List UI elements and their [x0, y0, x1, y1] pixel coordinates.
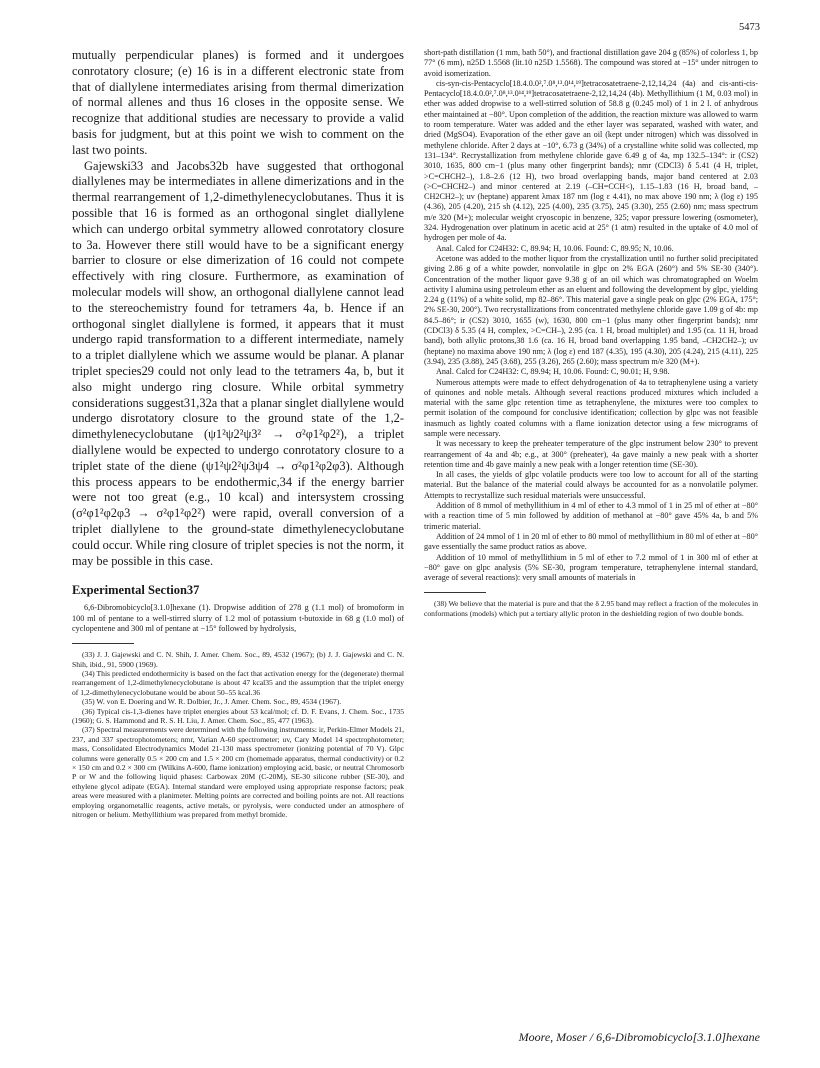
experimental-paragraph: 6,6-Dibromobicyclo[3.1.0]hexane (1). Dropwise addition of 278 g (1.1 mol) of bromoform in 100 ml of pentane to a well-stirred slurry of 1.2 mol of potassium t-butoxide in 68 g (1.0 mol) of cyclopentene and 300 ml of pentane at −15° followed by hydrolysis, — [72, 603, 404, 633]
experimental-paragraph: In all cases, the yields of glpc volatile products were too low to account for all of the starting material. But the balance of the material could always be accounted for as a nonvolatile polymer. Attempts to recrystallize such residual materials were unsuccessful. — [424, 470, 758, 500]
right-column — [424, 48, 758, 618]
footnote: (34) This predicted endothermicity is based on the fact that activation energy for the (degenerate) thermal rearrangement of 1,2-dimethylenecyclobutane is about 47 kcal35 and the assumption that the triplet energy of 1,2-dimethylenecyclobutane would be about 50–55 kcal.36 — [72, 669, 404, 697]
experimental-paragraph: Addition of 10 mmol of methyllithium in 5 ml of ether to 7.2 mmol of 1 in 300 ml of ether at −80° gave on glpc analysis (5% SE-30, program temperature, tetraphenylene internal standard, average of several reactions): very small amounts of materials in — [424, 552, 758, 583]
experimental-paragraph: Addition of 8 mmol of methyllithium in 4 ml of ether to 4.3 mmol of 1 in 25 ml of ether at −80° with a reaction time of 5 min followed by addition of methanol at −80° gave 45% 4a, b and 5% trimeric material. — [424, 501, 758, 531]
analysis-line: Anal. Calcd for C24H32: C, 89.94; H, 10.06. Found: C, 89.95; N, 10.06. — [436, 243, 674, 253]
footnote: (35) W. von E. Doering and W. R. Dolbier, Jr., J. Amer. Chem. Soc., 89, 4534 (1967). — [82, 697, 342, 707]
section-title: Experimental Section37 — [72, 583, 200, 598]
footnote: (36) Typical cis-1,3-dienes have triplet energies about 53 kcal/mol; cf. D. F. Evans, J. Chem. Soc., 1735 (1960); G. S. Hammond and R. S. H. Liu, J. Amer. Chem. Soc., 85, 477 (1963). — [72, 706, 404, 726]
experimental-paragraph: Addition of 24 mmol of 1 in 20 ml of ether to 80 mmol of methyllithium in 80 ml of ether at −80° gave essentially the same product ratios as above. — [424, 531, 758, 552]
analysis-line: Anal. Calcd for C24H32: C, 89.94; H, 10.06. Found: C, 90.01; H, 9.98. — [436, 367, 670, 377]
experimental-paragraph: short-path distillation (1 mm, bath 50°), and fractional distillation gave 204 g (85%) of colorless 1, bp 77° (6 mm), n25D 1.5568 (lit.10 n25D 1.5568). The compound was stored at −15° under nitrogen to avoid isomerization. — [424, 48, 758, 78]
experimental-paragraph: cis-syn-cis-Pentacyclo[18.4.0.0²,⁷.0⁸,¹³.0¹⁴,¹⁹]tetracosatetraene-2,12,14,24 (4a) and cis-anti-cis-Pentacyclo[18.4.0.0²,⁷.0⁸,¹³.0¹⁴,¹⁹]tetracosatetraene-2,12,14,24 (4b). Methyllithium (1 M, 0.03 mol) in ether was added dropwise to a well-stirred solution of 58.8 g (0.245 mol) of 1 in 2 l. of anhydrous ether maintained at −80°. Upon completion of the addition, the reaction mixture was allowed to warm to room temperature. Water was added and the ether layer was separated, washed with water, and dried (MgSO4). Evaporation of the ether gave an oil (kept under nitrogen) which was dissolved in methylene chloride. After 2 days at −10°, 6.73 g (34%) of a crystalline white solid was collected, mp 131–134°. Recrystallization from methylene chloride gave 6.49 g of 4a, mp 132.5–134°: ir (CS2) 3010, 1635, 800 cm−1 (plus many other fingerprint bands); nmr (CDCl3) δ 5.41 (4 H, triplet, >C=CHCH2–), 1.8–2.6 (12 H), two broad overlapping bands, major band centered at 2.03 (>C=CHCH2–) and minor centered at 2.19 (–CH=CCH<), 1.15–1.83 (16 H, broad band, –CH2CH2–); uv (heptane) apparent λmax 187 nm (log ε 4.41), no max above 190 nm; λ (log ε) 195 (4.36), 205 (4.20), 215 sh (4.12), 225 (4.00), 235 (3.75), 245 (3.30), 255 (2.60) nm; mass spectrum m/e 320 (M+); molecular weight cryoscopic in benzene, 325; vapor pressure lowering (osmometer), 324. Hydrogenation over platinum in acetic acid at 25° (1 atm) resulted in the uptake of 4.0 mol of hydrogen per mole of 4a. — [424, 78, 758, 243]
footnote: (38) We believe that the material is pure and that the δ 2.95 band may reflect a fraction of the molecules in conformations (models) which put a tertiary allylic proton in the deshielding region of two double bonds. — [424, 599, 758, 618]
left-column — [72, 48, 404, 820]
page-number: 5473 — [739, 22, 760, 33]
experimental-paragraph: Acetone was added to the mother liquor from the crystallization until no further solid precipitated giving 2.86 g of a white powder, nonvolatile in glpc on 2% EGA (260°) and 5% SE-30 (340°). Concentration of the mother liquor gave 9.38 g of an oil which was chromatographed on Woelm activity I alumina using petroleum ether as an eluent and following the development by glpc, yielding 2.24 g (11%) of a white solid, mp 82–86°. This material gave a single peak on glpc (2% EGA, 175°; 2% SE-30, 200°). Two recrystallizations from concentrated methylene chloride gave 1.09 g of 4b: mp 84.5–86°; ir (CS2) 3010, 1655 (w), 1630, 800 cm−1 (plus many other fingerprint bands); nmr (CDCl3) δ 5.35 (4 H, complex, >C=CH–), 2.95 (ca. 1 H, broad multiplet) and 1.95 (ca. 11 H, broad band), both allylic protons,38 1.6 (ca. 16 H, broad band overlapping 1.95 band, –CH2CH2–); uv (heptane) no maxima above 190 nm; λ (log ε) end 187 (4.35), 195 (4.30), 205 (4.24), 215 (4.11), 225 (3.94), 235 (3.88), 245 (3.68), 255 (3.26), 265 (2.60); mass spectrum m/e 320 (M+). — [424, 253, 758, 366]
experimental-paragraph: Numerous attempts were made to effect dehydrogenation of 4a to tetraphenylene using a variety of quinones and noble metals. Although several reactions produced mixtures which included a material with the same glpc retention time as tetraphenylene, the mixtures were too complex to permit isolation of the compound for conclusive identification; collection by glpc was not feasible inasmuch as lightly coated columns with a flame ionization detector using a few micrograms of sample were necessary. — [424, 377, 758, 438]
footnote-rule — [72, 643, 134, 644]
footnote-rule — [424, 592, 486, 593]
running-footer: Moore, Moser / 6,6-Dibromobicyclo[3.1.0]hexane — [518, 1030, 760, 1044]
body-paragraph: mutually perpendicular planes) is formed and it undergoes conrotatory closure; (e) 16 is in a different electronic state from that of diallylene intermediates arising from thermal dimerization of normal allenes and thus 16 closes in the opposite sense. We recognize that additional studies are necessary to provide a valid basis for judgment, but at this point we wish to comment on the last two points. — [72, 48, 404, 157]
body-paragraph: Gajewski33 and Jacobs32b have suggested that orthogonal diallylenes may be intermediates in allene dimerizations and in the thermal rearrangement of 1,2-dimethylenecyclobutanes. Thus it is possible that 16 is formed as an orthogonal singlet diallylene which can undergo orbital symmetry allowed conrotatory closure to 3a. However there still would have to be a significant energy barrier to closure or else dimerization of 16 could not compete effectively with ring closure. Furthermore, as examination of molecular models will show, an orthogonal diallylene cannot lead to the stereochemistry found for tetramers 4a, b. Hence if an orthogonal singlet diallylene is formed, it appears that it must undergo rapid transformation to a different intermediate, namely to a triplet diallylene which we assume would be planar. A planar triplet species29 could not only lead to the tetramers 4a, b, but it also might undergo ring closure. While orbital symmetry considerations suggest31,32a that a planar singlet diallylene would undergo disrotatory closure to the ground state of the 1,2-dimethylenecyclobutane (ψ1²ψ2²ψ3² → σ²φ1²φ2²), a triplet diallylene would be expected to undergo conrotatory closure to a triplet state of the diene (ψ1²ψ2²ψ3ψ4 → σ²φ1²φ2φ3). Although this process appears to be endothermic,34 if the energy barrier were not too great (e.g., 10 kcal) and intersystem crossing (σ²φ1²φ2φ3 → σ²φ1²φ2²) were rapid, overall conversion of a triplet diallylene to the ground-state dimethylenecyclobutane could occur. While ring closure of triplet species is not the norm, it may be possible in this case. — [72, 158, 404, 568]
footnote: (33) J. J. Gajewski and C. N. Shih, J. Amer. Chem. Soc., 89, 4532 (1967); (b) J. J. Gajewski and C. N. Shih, ibid., 91, 5900 (1969). — [72, 650, 404, 669]
experimental-paragraph: It was necessary to keep the preheater temperature of the glpc instrument below 230° to prevent rearrangement of 4a and 4b; e.g., at 300° (preheater), 4a gave mainly a new peak with a shorter retention time and 4b gave mainly a new peak with a longer retention time (SE-30). — [424, 439, 758, 469]
footnote: (37) Spectral measurements were determined with the following instruments: ir, Perkin-Elmer Models 21, 237, and 337 spectrophotometers; nmr, Varian A-60 spectrometer; uv, Cary Model 14 spectrophotometer; mass, Consolidated Electrodynamics Model 21-130 mass spectrometer (ionizing potential of 70 V). Glpc columns were generally 0.5 × 200 cm and 1.5 × 200 cm (homemade apparatus, thermal conductivity) or 0.2 × 150 cm and 0.2 × 300 cm (Wilkins A-600, flame ionization) employing acid, basic, or neutral Chromosorb P or W and the following liquid phases: Carbowax 20M (C-20M), SE-30 silicone rubber (SE-30), and ethylene glycol adipate (EGA). Internal standard were employed using appropriate response factors; peak areas were measured with a planimeter. Melting points are corrected and boiling points are not. All reactions employing organometallic reagents, active metals, or pyrolysis, were conducted under an atmosphere of nitrogen or helium. Methyllithium was prepared from methyl bromide. — [72, 725, 404, 820]
